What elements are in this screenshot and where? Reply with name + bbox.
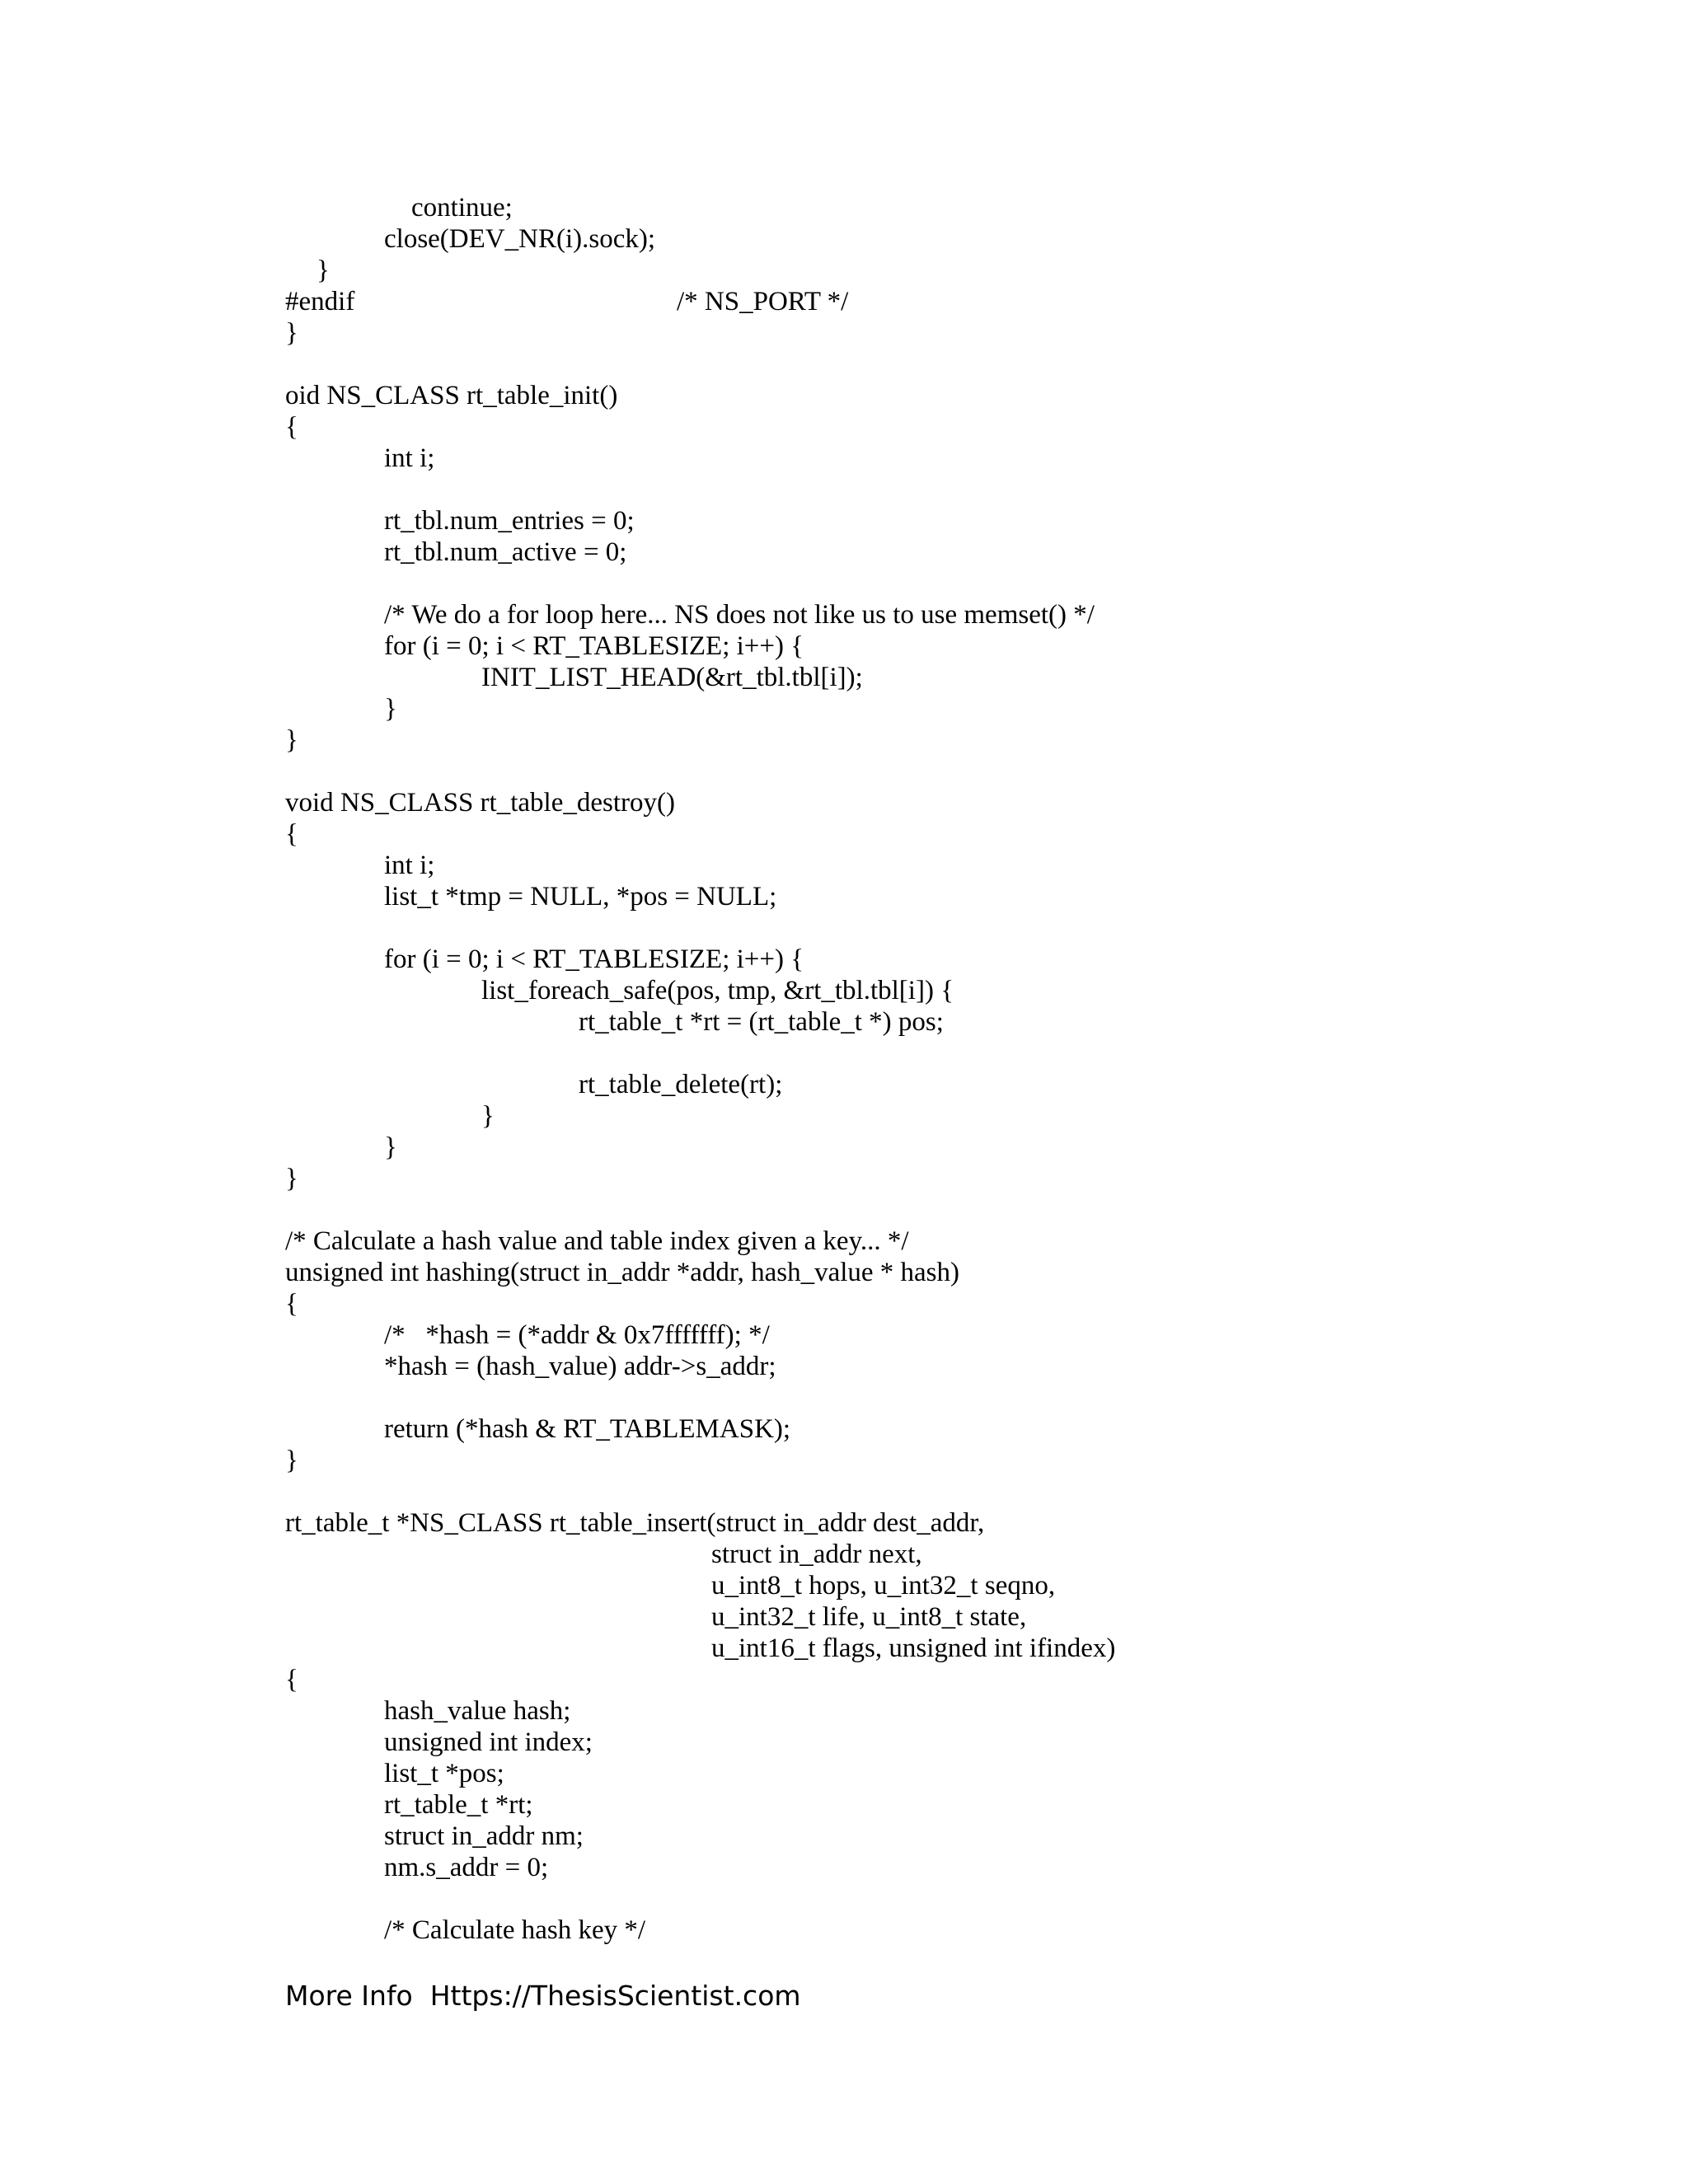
code-line: rt_table_t *NS_CLASS rt_table_insert(struct in_addr dest_addr, [285, 1508, 985, 1538]
code-line: rt_table_t *rt = (rt_table_t *) pos; [579, 1007, 944, 1037]
code-line: } [285, 318, 298, 348]
code-line: nm.s_addr = 0; [384, 1853, 549, 1882]
code-comment: /* We do a for loop here... NS does not like us to use memset() */ [384, 600, 1095, 630]
code-line: { [285, 1289, 298, 1319]
code-comment: /* NS_PORT */ [677, 287, 849, 316]
code-line: INIT_LIST_HEAD(&rt_tbl.tbl[i]); [481, 663, 863, 692]
code-line: #endif [285, 287, 355, 316]
code-line: list_t *tmp = NULL, *pos = NULL; [384, 882, 777, 912]
code-line: unsigned int index; [384, 1727, 593, 1757]
code-line: rt_table_delete(rt); [579, 1070, 783, 1099]
code-line: void NS_CLASS rt_table_destroy() [285, 788, 675, 818]
code-line: u_int32_t life, u_int8_t state, [711, 1602, 1027, 1632]
code-line: list_t *pos; [384, 1759, 504, 1788]
code-comment: /* *hash = (*addr & 0x7fffffff); */ [384, 1320, 770, 1350]
code-line: } [285, 1446, 298, 1475]
code-line: for (i = 0; i < RT_TABLESIZE; i++) { [384, 944, 804, 974]
code-line: int i; [384, 443, 435, 473]
code-line: } [481, 1101, 495, 1131]
code-line: struct in_addr nm; [384, 1821, 584, 1851]
code-line: } [384, 694, 397, 724]
code-line: } [316, 255, 330, 285]
code-line: } [285, 1164, 298, 1193]
code-line: rt_tbl.num_active = 0; [384, 537, 627, 567]
code-line: unsigned int hashing(struct in_addr *addr, hash_value * hash) [285, 1258, 960, 1287]
code-line: list_foreach_safe(pos, tmp, &rt_tbl.tbl[i]) { [481, 976, 954, 1005]
code-line: rt_tbl.num_entries = 0; [384, 506, 635, 536]
code-line: { [285, 819, 298, 849]
code-line: rt_table_t *rt; [384, 1790, 533, 1820]
code-line: *hash = (hash_value) addr->s_addr; [384, 1352, 776, 1381]
code-comment: /* Calculate a hash value and table index given a key... */ [285, 1226, 909, 1256]
code-line: return (*hash & RT_TABLEMASK); [384, 1414, 791, 1444]
code-line: struct in_addr next, [711, 1540, 922, 1569]
code-line: { [285, 412, 298, 442]
code-line: for (i = 0; i < RT_TABLESIZE; i++) { [384, 631, 804, 661]
code-line: int i; [384, 851, 435, 880]
code-line: u_int16_t flags, unsigned int ifindex) [711, 1633, 1116, 1663]
code-line: hash_value hash; [384, 1696, 571, 1726]
code-comment: /* Calculate hash key */ [384, 1915, 646, 1945]
code-line: close(DEV_NR(i).sock); [384, 224, 656, 254]
code-line: { [285, 1665, 298, 1694]
code-line: u_int8_t hops, u_int32_t seqno, [711, 1571, 1056, 1601]
footer-more-info: More Info Https://ThesisScientist.com [285, 1980, 801, 2012]
code-line: } [384, 1132, 397, 1162]
code-line: continue; [411, 193, 513, 223]
code-line: } [285, 725, 298, 755]
code-line: oid NS_CLASS rt_table_init() [285, 381, 618, 410]
